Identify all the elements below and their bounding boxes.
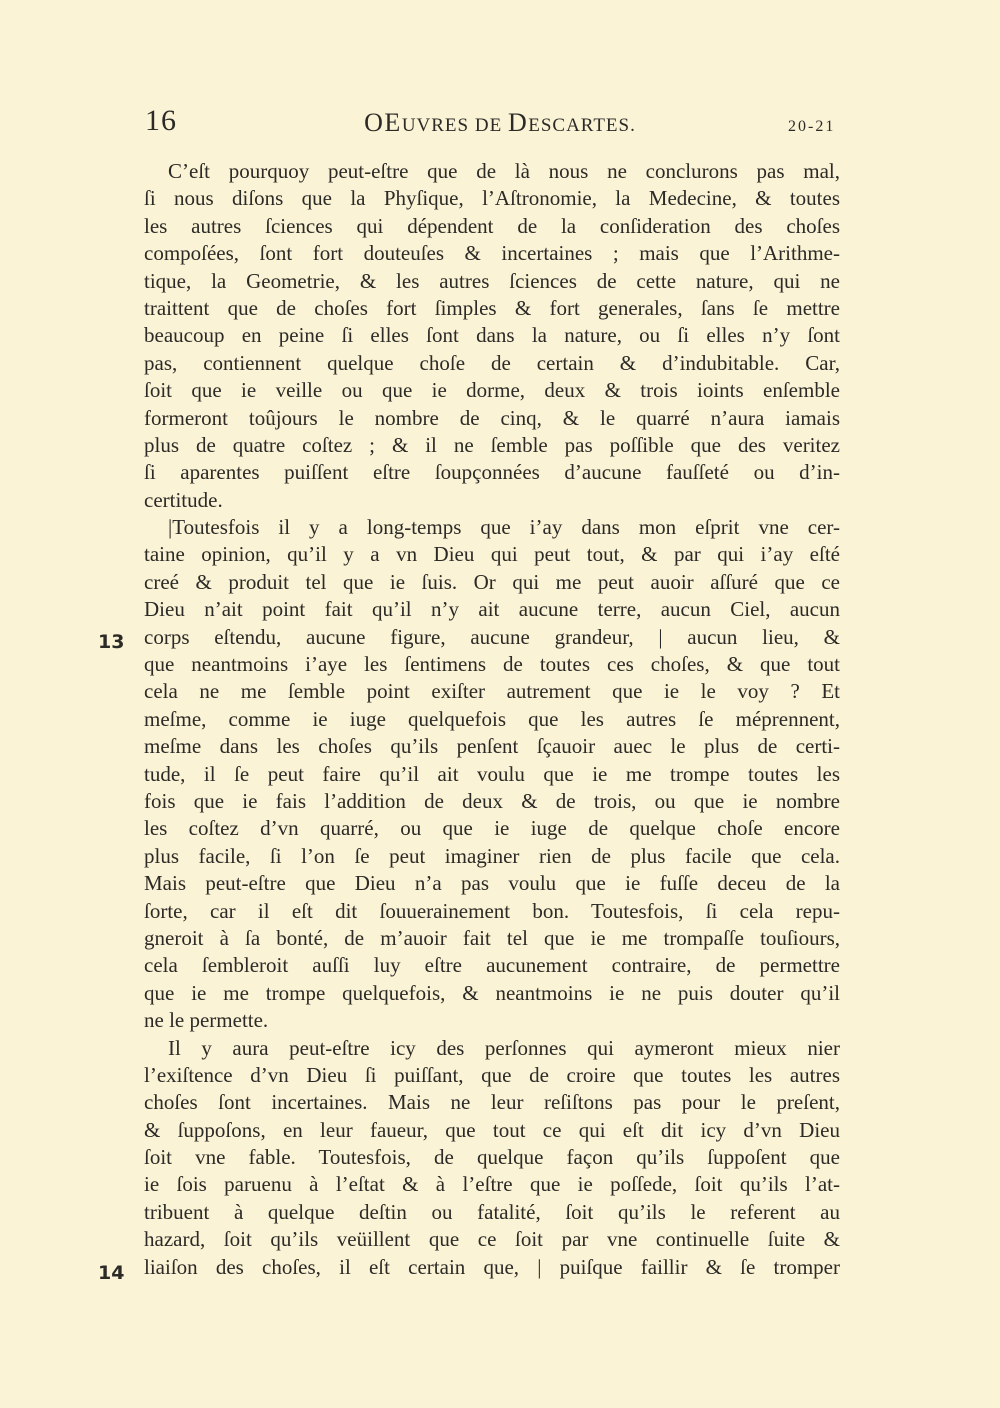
text-line: meſme dans les choſes qu’ils penſent ſçauoir auec le plus de certi-	[144, 734, 840, 759]
text-line: Il y aura peut-eſtre icy des perſonnes qui aymeront mieux nier	[168, 1035, 840, 1060]
text-line: ne le permette.	[144, 1008, 269, 1033]
text-line: C’eſt pourquoy peut-eſtre que de là nous ne conclurons pas mal,	[168, 159, 840, 183]
text-line: ſi nous diſons que la Phyſique, l’Aſtronomie, la Medecine, & toutes	[144, 186, 840, 211]
text-line: gneroit à ſa bonté, de m’auoir fait tel que ie me trompaſſe touſiours,	[144, 925, 840, 950]
text-line: compoſées, ſont fort douteuſes & incertaines ; mais que l’Arithme-	[144, 241, 840, 266]
text-line: creé & produit tel que ie ſuis. Or qui me peut auoir aſſuré que ce	[144, 569, 840, 594]
text-line: formeront toûjours le nombre de cinq, & le quarré n’aura iamais	[144, 405, 840, 430]
text-line: tribuent à quelque deſtin ou fatalité, ſoit qu’ils le referent au	[144, 1199, 840, 1224]
text-line: tique, la Geometrie, & les autres ſciences de cette nature, qui ne	[144, 268, 840, 293]
text-line: que neantmoins i’aye les ſentimens de toutes ces choſes, & que tout	[144, 652, 840, 677]
page-number: 16	[145, 104, 177, 137]
body-text	[144, 158, 840, 1281]
text-line: traittent que de choſes fort ſimples & fort generales, ſans ſe mettre	[144, 295, 840, 320]
text-line: que ie me trompe quelquefois, & neantmoins ie ne puis douter qu’il	[144, 980, 840, 1005]
margin-line-number: 14	[98, 1262, 125, 1284]
text-line: les coſtez d’vn quarré, ou que ie iuge de quelque choſe encore	[144, 816, 840, 841]
text-line: ie ſois paruenu à l’eſtat & à l’eſtre que ie poſſede, ſoit qu’ils l’at-	[144, 1172, 840, 1197]
text-line: ſi aparentes puiſſent eſtre ſoupçonnées d’aucune fauſſeté ou d’in-	[144, 460, 840, 485]
text-line: corps eſtendu, aucune figure, aucune grandeur, | aucun lieu, &	[144, 624, 840, 649]
text-line: ſorte, car il eſt dit ſouuerainement bon. Toutesfois, ſi cela repu-	[144, 898, 840, 923]
running-title-d: D	[507, 108, 529, 137]
text-line: Dieu n’ait point fait qu’il n’y ait aucune terre, aucun Ciel, aucun	[144, 597, 840, 622]
text-line: hazard, ſoit qu’ils veüillent que ce ſoit par vne continuelle ſuite &	[144, 1227, 840, 1252]
text-line: pas, contiennent quelque choſe de certain & d’indubitable. Car,	[144, 350, 840, 375]
running-title-oe: OE	[364, 108, 402, 137]
running-title	[0, 108, 1000, 138]
text-line: liaiſon des choſes, il eſt certain que, | puiſque faillir & ſe tromper	[144, 1254, 840, 1279]
page-range: 20-21	[788, 118, 836, 135]
running-title-escartes: ESCARTES.	[528, 115, 636, 136]
text-line: cela ne me ſemble point exiſter autrement que ie le voy ? Et	[144, 679, 840, 704]
text-line: l’exiſtence d’vn Dieu ſi puiſſant, que de croire que toutes les autres	[144, 1062, 840, 1087]
text-line: |Toutesfois il y a long-temps que i’ay dans mon eſprit vne cer-	[168, 515, 840, 540]
text-line: choſes ſont incertaines. Mais ne leur reſiſtons pas pour le preſent,	[144, 1090, 840, 1115]
text-line: les autres ſciences qui dépendent de la conſideration des choſes	[144, 213, 840, 238]
text-line: tude, il ſe peut faire qu’il ait voulu que ie me trompe toutes les	[144, 761, 840, 786]
margin-line-number: 13	[98, 631, 125, 653]
running-title-uvres: UVRES DE	[401, 115, 508, 136]
text-line: & ſuppoſons, en leur faueur, que tout ce qui eſt dit icy d’vn Dieu	[144, 1117, 840, 1142]
text-line: ſoit vne fable. Toutesfois, de quelque façon qu’ils ſuppoſent que	[144, 1145, 840, 1170]
text-line: plus facile, ſi l’on ſe peut imaginer rien de plus facile que cela.	[144, 843, 840, 868]
text-line: taine opinion, qu’il y a vn Dieu qui peut tout, & par qui i’ay eſté	[144, 542, 840, 567]
page-header	[0, 104, 1000, 144]
text-line: ſoit que ie veille ou que ie dorme, deux & trois ioints enſemble	[144, 378, 840, 403]
text-line: beaucoup en peine ſi elles ſont dans la nature, ou ſi elles n’y ſont	[144, 323, 840, 348]
text-line: meſme, comme ie iuge quelquefois que les autres ſe méprennent,	[144, 706, 840, 731]
text-line: certitude.	[144, 487, 223, 512]
text-line: cela ſembleroit auſſi luy eſtre aucunement contraire, de permettre	[144, 953, 840, 978]
text-line: Mais peut-eſtre que Dieu n’a pas voulu que ie fuſſe deceu de la	[144, 871, 840, 896]
text-line: plus de quatre coſtez ; & il ne ſemble pas poſſible que des veritez	[144, 432, 840, 457]
text-line: fois que ie fais l’addition de deux & de trois, ou que ie nombre	[144, 788, 840, 813]
